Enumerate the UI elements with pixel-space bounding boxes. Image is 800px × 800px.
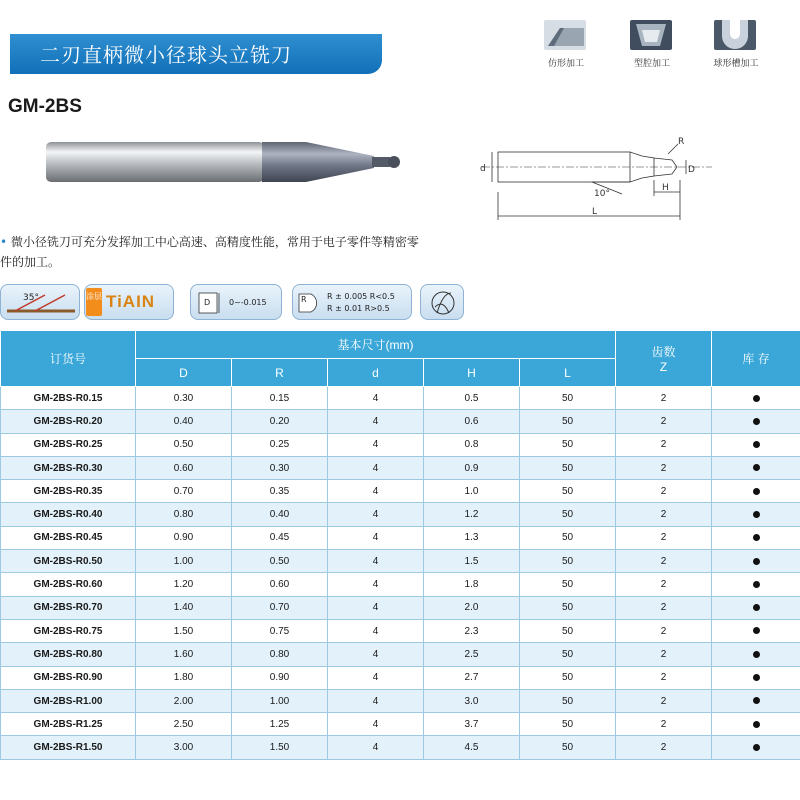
helix-angle-value: 35° — [23, 293, 39, 303]
cell-stock — [712, 480, 800, 503]
cell-H: 2.7 — [424, 666, 520, 689]
in-stock-dot-icon — [753, 581, 760, 588]
table-row — [1, 410, 800, 433]
cell-D: 3.00 — [136, 736, 232, 759]
col-order-no: 订货号 — [1, 331, 136, 387]
application-icons — [536, 18, 796, 70]
cell-d: 4 — [328, 503, 424, 526]
r-tolerance-badge — [292, 284, 412, 320]
application-cavity — [622, 18, 682, 70]
profiling-icon — [544, 20, 586, 50]
table-row — [1, 643, 800, 666]
cell-d: 4 — [328, 456, 424, 479]
ball-groove-icon — [714, 20, 756, 50]
cell-flutes: 2 — [616, 387, 712, 410]
table-row — [1, 433, 800, 456]
cell-D: 0.60 — [136, 456, 232, 479]
application-ball-groove — [706, 18, 766, 70]
cell-d: 4 — [328, 619, 424, 642]
table-row — [1, 736, 800, 759]
table-row — [1, 503, 800, 526]
cell-D: 0.40 — [136, 410, 232, 433]
in-stock-dot-icon — [753, 441, 760, 448]
label-D: D — [688, 165, 695, 175]
cell-L: 50 — [520, 410, 616, 433]
cell-d: 4 — [328, 736, 424, 759]
cell-R: 1.50 — [232, 736, 328, 759]
r-tolerance-line1: R ± 0.005 R<0.5 — [327, 292, 395, 301]
in-stock-dot-icon — [753, 627, 760, 634]
cell-flutes: 2 — [616, 503, 712, 526]
cell-flutes: 2 — [616, 619, 712, 642]
cell-L: 50 — [520, 503, 616, 526]
cell-D: 0.80 — [136, 503, 232, 526]
cell-L: 50 — [520, 480, 616, 503]
cell-flutes: 2 — [616, 666, 712, 689]
in-stock-dot-icon — [753, 604, 760, 611]
spec-table-body — [1, 387, 800, 760]
cell-order-no: GM-2BS-R0.30 — [1, 456, 136, 479]
cell-flutes: 2 — [616, 713, 712, 736]
cell-D: 1.40 — [136, 596, 232, 619]
cell-stock — [712, 736, 800, 759]
in-stock-dot-icon — [753, 534, 760, 541]
col-flutes — [616, 331, 712, 387]
cell-R: 1.00 — [232, 689, 328, 712]
cell-H: 2.3 — [424, 619, 520, 642]
cell-H: 2.5 — [424, 643, 520, 666]
cell-D: 1.80 — [136, 666, 232, 689]
cell-L: 50 — [520, 643, 616, 666]
cell-H: 0.5 — [424, 387, 520, 410]
cell-flutes: 2 — [616, 433, 712, 456]
cell-order-no: GM-2BS-R1.00 — [1, 689, 136, 712]
cell-d: 4 — [328, 387, 424, 410]
cell-L: 50 — [520, 433, 616, 456]
cell-R: 0.70 — [232, 596, 328, 619]
cell-stock — [712, 503, 800, 526]
cell-stock — [712, 573, 800, 596]
cell-flutes: 2 — [616, 410, 712, 433]
in-stock-dot-icon — [753, 674, 760, 681]
cavity-icon — [630, 20, 672, 50]
cell-H: 1.2 — [424, 503, 520, 526]
table-row — [1, 713, 800, 736]
cell-R: 0.40 — [232, 503, 328, 526]
cell-R: 1.25 — [232, 713, 328, 736]
flutes-sub: Z — [659, 360, 668, 374]
cell-flutes: 2 — [616, 736, 712, 759]
cell-stock — [712, 433, 800, 456]
in-stock-dot-icon — [753, 744, 760, 751]
cell-stock — [712, 456, 800, 479]
d-tolerance-symbol: D — [204, 298, 211, 307]
cell-L: 50 — [520, 387, 616, 410]
cell-stock — [712, 666, 800, 689]
cell-stock — [712, 526, 800, 549]
in-stock-dot-icon — [753, 558, 760, 565]
table-row — [1, 666, 800, 689]
cell-stock — [712, 596, 800, 619]
label-R: R — [678, 137, 685, 147]
bullet-icon: • — [0, 235, 11, 249]
col-L: L — [520, 359, 616, 387]
cell-H: 1.3 — [424, 526, 520, 549]
helix-angle-icon — [5, 289, 77, 317]
cell-D: 2.00 — [136, 689, 232, 712]
col-D: D — [136, 359, 232, 387]
cell-d: 4 — [328, 643, 424, 666]
cell-H: 0.9 — [424, 456, 520, 479]
cell-R: 0.60 — [232, 573, 328, 596]
in-stock-dot-icon — [753, 488, 760, 495]
cell-order-no: GM-2BS-R0.35 — [1, 480, 136, 503]
table-row — [1, 550, 800, 573]
cell-R: 0.50 — [232, 550, 328, 573]
cell-order-no: GM-2BS-R0.25 — [1, 433, 136, 456]
cell-flutes: 2 — [616, 573, 712, 596]
cell-D: 0.90 — [136, 526, 232, 549]
cell-L: 50 — [520, 713, 616, 736]
title-banner — [10, 34, 382, 74]
feature-badges — [0, 284, 470, 324]
cell-D: 1.60 — [136, 643, 232, 666]
in-stock-dot-icon — [753, 651, 760, 658]
cell-d: 4 — [328, 480, 424, 503]
cell-order-no: GM-2BS-R0.90 — [1, 666, 136, 689]
cell-L: 50 — [520, 573, 616, 596]
cell-L: 50 — [520, 526, 616, 549]
cell-flutes: 2 — [616, 596, 712, 619]
cell-flutes: 2 — [616, 526, 712, 549]
cell-L: 50 — [520, 596, 616, 619]
cell-L: 50 — [520, 456, 616, 479]
cell-d: 4 — [328, 550, 424, 573]
table-row — [1, 526, 800, 549]
label-angle: 10° — [594, 189, 610, 199]
cell-H: 1.0 — [424, 480, 520, 503]
cell-order-no: GM-2BS-R1.50 — [1, 736, 136, 759]
ball-nose-icon — [429, 289, 457, 317]
cell-R: 0.45 — [232, 526, 328, 549]
cell-flutes: 2 — [616, 689, 712, 712]
cell-d: 4 — [328, 433, 424, 456]
cell-d: 4 — [328, 689, 424, 712]
cell-stock — [712, 689, 800, 712]
product-description — [0, 232, 430, 272]
r-tolerance-line2: R ± 0.01 R>0.5 — [327, 304, 390, 313]
cell-D: 2.50 — [136, 713, 232, 736]
cell-D: 1.20 — [136, 573, 232, 596]
cell-D: 0.50 — [136, 433, 232, 456]
in-stock-dot-icon — [753, 395, 760, 402]
in-stock-dot-icon — [753, 721, 760, 728]
cell-L: 50 — [520, 736, 616, 759]
label-d: d — [480, 164, 486, 174]
cell-order-no: GM-2BS-R0.50 — [1, 550, 136, 573]
spec-table — [0, 330, 800, 760]
cell-H: 4.5 — [424, 736, 520, 759]
label-L: L — [592, 207, 598, 217]
cell-d: 4 — [328, 666, 424, 689]
col-stock: 库 存 — [712, 331, 800, 387]
cell-R: 0.30 — [232, 456, 328, 479]
cell-d: 4 — [328, 526, 424, 549]
application-label: 仿形加工 — [547, 59, 584, 69]
col-d: d — [328, 359, 424, 387]
cell-order-no: GM-2BS-R0.60 — [1, 573, 136, 596]
cell-order-no: GM-2BS-R1.25 — [1, 713, 136, 736]
d-tolerance-badge — [190, 284, 282, 320]
cell-D: 1.00 — [136, 550, 232, 573]
cell-d: 4 — [328, 596, 424, 619]
dimension-drawing — [472, 130, 722, 230]
coating-label: 涂层 — [86, 288, 102, 316]
end-mill-photo — [44, 136, 404, 192]
cell-L: 50 — [520, 550, 616, 573]
table-row — [1, 456, 800, 479]
cell-flutes: 2 — [616, 550, 712, 573]
table-row — [1, 596, 800, 619]
table-row — [1, 689, 800, 712]
cell-flutes: 2 — [616, 456, 712, 479]
cell-D: 0.30 — [136, 387, 232, 410]
cell-H: 1.5 — [424, 550, 520, 573]
cell-L: 50 — [520, 666, 616, 689]
cell-stock — [712, 550, 800, 573]
cell-D: 1.50 — [136, 619, 232, 642]
cell-order-no: GM-2BS-R0.70 — [1, 596, 136, 619]
cell-order-no: GM-2BS-R0.45 — [1, 526, 136, 549]
cell-R: 0.35 — [232, 480, 328, 503]
cell-order-no: GM-2BS-R0.80 — [1, 643, 136, 666]
cell-L: 50 — [520, 689, 616, 712]
cell-flutes: 2 — [616, 643, 712, 666]
table-row — [1, 573, 800, 596]
cell-stock — [712, 713, 800, 736]
cell-R: 0.75 — [232, 619, 328, 642]
description-text: 微小径铣刀可充分发挥加工中心高速、高精度性能，常用于电子零件等精密零件的加工。 — [0, 235, 419, 269]
application-label: 球形槽加工 — [713, 59, 759, 69]
cell-R: 0.80 — [232, 643, 328, 666]
coating-name: TiAIN — [106, 292, 156, 311]
cell-flutes: 2 — [616, 480, 712, 503]
cell-H: 3.0 — [424, 689, 520, 712]
application-profiling — [536, 18, 596, 70]
cell-H: 0.6 — [424, 410, 520, 433]
application-label: 型腔加工 — [633, 59, 670, 69]
in-stock-dot-icon — [753, 697, 760, 704]
d-tolerance-value: 0~-0.015 — [229, 298, 267, 307]
table-row — [1, 387, 800, 410]
cell-L: 50 — [520, 619, 616, 642]
in-stock-dot-icon — [753, 464, 760, 471]
cell-stock — [712, 619, 800, 642]
col-H: H — [424, 359, 520, 387]
col-basic-size: 基本尺寸(mm) — [136, 331, 616, 359]
cell-R: 0.20 — [232, 410, 328, 433]
col-R: R — [232, 359, 328, 387]
cell-order-no: GM-2BS-R0.15 — [1, 387, 136, 410]
cell-order-no: GM-2BS-R0.40 — [1, 503, 136, 526]
cell-d: 4 — [328, 410, 424, 433]
label-H: H — [662, 183, 669, 193]
cell-order-no: GM-2BS-R0.20 — [1, 410, 136, 433]
cell-H: 1.8 — [424, 573, 520, 596]
cell-H: 3.7 — [424, 713, 520, 736]
cell-D: 0.70 — [136, 480, 232, 503]
cell-H: 0.8 — [424, 433, 520, 456]
ball-nose-badge — [420, 284, 464, 320]
cell-R: 0.15 — [232, 387, 328, 410]
cell-stock — [712, 410, 800, 433]
table-row — [1, 619, 800, 642]
model-number: GM-2BS — [8, 96, 82, 117]
cell-order-no: GM-2BS-R0.75 — [1, 619, 136, 642]
cell-d: 4 — [328, 573, 424, 596]
cell-R: 0.25 — [232, 433, 328, 456]
flutes-label: 齿数 — [651, 345, 676, 359]
cell-stock — [712, 643, 800, 666]
cell-R: 0.90 — [232, 666, 328, 689]
cell-stock — [712, 387, 800, 410]
r-tolerance-symbol: R — [301, 295, 307, 304]
in-stock-dot-icon — [753, 418, 760, 425]
helix-angle-badge — [0, 284, 80, 320]
in-stock-dot-icon — [753, 511, 760, 518]
cell-d: 4 — [328, 713, 424, 736]
cell-H: 2.0 — [424, 596, 520, 619]
page-title: 二刃直柄微小径球头立铣刀 — [40, 43, 292, 67]
table-row — [1, 480, 800, 503]
